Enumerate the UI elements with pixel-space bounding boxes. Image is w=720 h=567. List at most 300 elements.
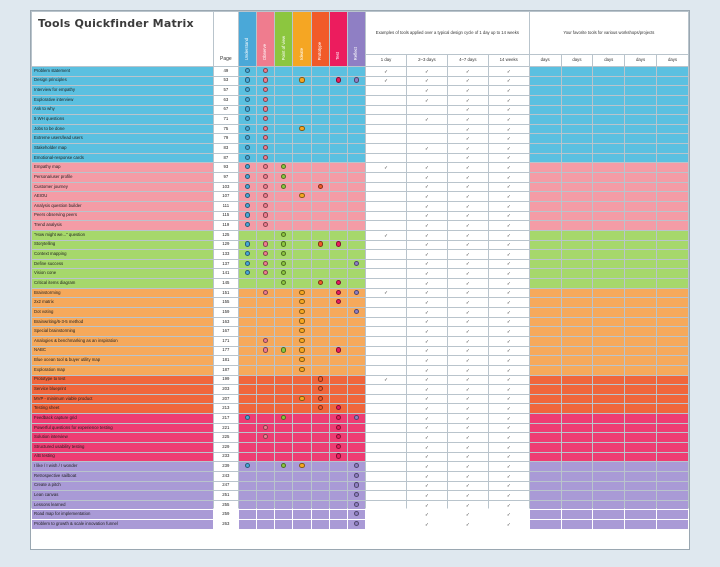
phase-cell[interactable]	[257, 134, 275, 144]
table-row[interactable]	[32, 471, 689, 481]
favorite-tool-cell[interactable]	[561, 452, 593, 462]
example-cycle-cell[interactable]: ✓	[488, 173, 529, 183]
favorite-tool-cell[interactable]	[593, 182, 625, 192]
phase-cell[interactable]	[293, 356, 311, 366]
phase-cell[interactable]	[347, 298, 365, 308]
phase-cell[interactable]	[257, 153, 275, 163]
example-cycle-cell[interactable]: ✓	[406, 510, 447, 520]
phase-cell[interactable]	[257, 288, 275, 298]
favorite-tool-cell[interactable]	[656, 269, 688, 279]
favorite-tool-cell[interactable]	[561, 230, 593, 240]
example-cycle-cell[interactable]: ✓	[488, 375, 529, 385]
phase-cell[interactable]	[293, 385, 311, 395]
favorite-tool-cell[interactable]	[529, 173, 561, 183]
example-cycle-cell[interactable]: ✓	[488, 144, 529, 154]
phase-cell[interactable]	[311, 163, 329, 173]
phase-cell[interactable]	[257, 327, 275, 337]
phase-cell[interactable]	[238, 298, 256, 308]
favorite-tool-cell[interactable]	[593, 423, 625, 433]
phase-cell[interactable]	[329, 269, 347, 279]
example-cycle-cell[interactable]: ✓	[366, 76, 407, 86]
table-row[interactable]	[32, 250, 689, 260]
example-cycle-cell[interactable]: ✓	[488, 471, 529, 481]
phase-cell[interactable]	[329, 336, 347, 346]
favorite-tool-cell[interactable]	[593, 308, 625, 318]
table-row[interactable]	[32, 520, 689, 530]
favorite-tool-cell[interactable]	[561, 95, 593, 105]
phase-cell[interactable]	[293, 491, 311, 501]
example-cycle-cell[interactable]: ✓	[447, 269, 488, 279]
phase-cell[interactable]	[347, 288, 365, 298]
favorite-tool-cell[interactable]	[593, 385, 625, 395]
favorite-tool-cell[interactable]	[593, 134, 625, 144]
favorite-tool-cell[interactable]	[656, 221, 688, 231]
example-cycle-cell[interactable]: ✓	[447, 317, 488, 327]
favorite-tool-cell[interactable]	[561, 134, 593, 144]
phase-cell[interactable]	[347, 404, 365, 414]
example-cycle-cell[interactable]: ✓	[488, 240, 529, 250]
example-cycle-cell[interactable]: ✓	[488, 192, 529, 202]
phase-cell[interactable]	[238, 452, 256, 462]
favorite-tool-cell[interactable]	[529, 308, 561, 318]
example-cycle-cell[interactable]: ✓	[406, 452, 447, 462]
favorite-tool-cell[interactable]	[593, 279, 625, 289]
favorite-tool-cell[interactable]	[625, 144, 657, 154]
phase-cell[interactable]	[311, 520, 329, 530]
phase-cell[interactable]	[238, 134, 256, 144]
favorite-tool-cell[interactable]	[529, 86, 561, 96]
favorite-tool-cell[interactable]	[656, 163, 688, 173]
phase-cell[interactable]	[238, 394, 256, 404]
phase-cell[interactable]	[238, 336, 256, 346]
phase-cell[interactable]	[329, 221, 347, 231]
table-row[interactable]	[32, 221, 689, 231]
example-cycle-cell[interactable]: ✓	[447, 221, 488, 231]
favorite-tool-cell[interactable]	[625, 491, 657, 501]
favorite-tool-cell[interactable]	[656, 153, 688, 163]
example-cycle-cell[interactable]: ✓	[488, 336, 529, 346]
favorite-tool-cell[interactable]	[656, 365, 688, 375]
favorite-tool-cell[interactable]	[529, 317, 561, 327]
example-cycle-cell[interactable]: ✓	[406, 491, 447, 501]
table-row[interactable]	[32, 124, 689, 134]
favorite-tool-cell[interactable]	[625, 67, 657, 77]
phase-cell[interactable]	[329, 240, 347, 250]
favorite-tool-cell[interactable]	[625, 240, 657, 250]
phase-cell[interactable]	[347, 491, 365, 501]
example-cycle-cell[interactable]	[366, 423, 407, 433]
phase-cell[interactable]	[329, 173, 347, 183]
phase-cell[interactable]	[311, 269, 329, 279]
phase-cell[interactable]	[329, 481, 347, 491]
favorite-tool-cell[interactable]	[529, 471, 561, 481]
favorite-tool-cell[interactable]	[593, 67, 625, 77]
phase-cell[interactable]	[275, 250, 293, 260]
example-cycle-cell[interactable]	[366, 269, 407, 279]
favorite-tool-cell[interactable]	[593, 95, 625, 105]
example-cycle-cell[interactable]	[366, 404, 407, 414]
phase-cell[interactable]	[347, 250, 365, 260]
phase-cell[interactable]	[293, 327, 311, 337]
phase-cell[interactable]	[257, 336, 275, 346]
table-row[interactable]	[32, 346, 689, 356]
phase-cell[interactable]	[293, 269, 311, 279]
example-cycle-cell[interactable]: ✓	[447, 346, 488, 356]
phase-cell[interactable]	[257, 269, 275, 279]
favorite-tool-cell[interactable]	[656, 452, 688, 462]
phase-cell[interactable]	[275, 491, 293, 501]
phase-cell[interactable]	[275, 346, 293, 356]
favorite-tool-cell[interactable]	[656, 105, 688, 115]
phase-cell[interactable]	[275, 279, 293, 289]
favorite-tool-cell[interactable]	[625, 394, 657, 404]
favorite-tool-cell[interactable]	[625, 385, 657, 395]
phase-cell[interactable]	[311, 279, 329, 289]
example-cycle-cell[interactable]: ✓	[406, 250, 447, 260]
example-cycle-cell[interactable]: ✓	[406, 95, 447, 105]
favorite-tool-cell[interactable]	[625, 201, 657, 211]
table-row[interactable]	[32, 336, 689, 346]
phase-cell[interactable]	[311, 356, 329, 366]
favorite-tool-cell[interactable]	[625, 221, 657, 231]
phase-cell[interactable]	[257, 95, 275, 105]
phase-cell[interactable]	[293, 173, 311, 183]
favorite-tool-cell[interactable]	[625, 510, 657, 520]
phase-cell[interactable]	[347, 327, 365, 337]
example-cycle-cell[interactable]: ✓	[447, 240, 488, 250]
phase-cell[interactable]	[275, 211, 293, 221]
example-cycle-cell[interactable]: ✓	[488, 308, 529, 318]
phase-cell[interactable]	[238, 510, 256, 520]
favorite-tool-cell[interactable]	[625, 452, 657, 462]
favorite-tool-cell[interactable]	[625, 365, 657, 375]
phase-cell[interactable]	[347, 336, 365, 346]
example-cycle-cell[interactable]: ✓	[406, 173, 447, 183]
favorite-tool-cell[interactable]	[529, 211, 561, 221]
favorite-tool-cell[interactable]	[625, 423, 657, 433]
phase-cell[interactable]	[347, 182, 365, 192]
table-row[interactable]	[32, 201, 689, 211]
favorite-tool-cell[interactable]	[625, 414, 657, 424]
phase-cell[interactable]	[311, 442, 329, 452]
favorite-tool-cell[interactable]	[593, 452, 625, 462]
example-cycle-cell[interactable]: ✓	[447, 491, 488, 501]
favorite-tool-cell[interactable]	[656, 115, 688, 125]
phase-cell[interactable]	[238, 115, 256, 125]
phase-cell[interactable]	[347, 163, 365, 173]
favorite-tool-cell[interactable]	[625, 76, 657, 86]
phase-cell[interactable]	[347, 269, 365, 279]
favorite-tool-cell[interactable]	[656, 95, 688, 105]
phase-cell[interactable]	[257, 230, 275, 240]
example-cycle-cell[interactable]: ✓	[447, 375, 488, 385]
phase-cell[interactable]	[257, 462, 275, 472]
favorite-tool-cell[interactable]	[625, 192, 657, 202]
phase-cell[interactable]	[293, 115, 311, 125]
phase-cell[interactable]	[293, 153, 311, 163]
favorite-tool-cell[interactable]	[656, 346, 688, 356]
favorite-tool-cell[interactable]	[625, 269, 657, 279]
favorite-tool-cell[interactable]	[656, 500, 688, 510]
phase-cell[interactable]	[275, 201, 293, 211]
favorite-tool-cell[interactable]	[593, 471, 625, 481]
example-cycle-cell[interactable]: ✓	[406, 298, 447, 308]
phase-cell[interactable]	[311, 240, 329, 250]
phase-cell[interactable]	[347, 510, 365, 520]
example-cycle-cell[interactable]: ✓	[488, 481, 529, 491]
example-cycle-cell[interactable]	[366, 86, 407, 96]
phase-cell[interactable]	[329, 95, 347, 105]
example-cycle-cell[interactable]: ✓	[406, 201, 447, 211]
phase-cell[interactable]	[293, 144, 311, 154]
example-cycle-cell[interactable]: ✓	[447, 394, 488, 404]
phase-cell[interactable]	[275, 471, 293, 481]
favorite-tool-cell[interactable]	[561, 481, 593, 491]
phase-cell[interactable]	[347, 134, 365, 144]
favorite-tool-cell[interactable]	[561, 442, 593, 452]
favorite-tool-cell[interactable]	[593, 153, 625, 163]
example-cycle-cell[interactable]: ✓	[406, 462, 447, 472]
example-cycle-cell[interactable]: ✓	[447, 365, 488, 375]
favorite-tool-cell[interactable]	[656, 394, 688, 404]
phase-cell[interactable]	[329, 385, 347, 395]
favorite-tool-cell[interactable]	[593, 221, 625, 231]
phase-cell[interactable]	[347, 481, 365, 491]
phase-cell[interactable]	[238, 481, 256, 491]
phase-cell[interactable]	[275, 95, 293, 105]
favorite-tool-cell[interactable]	[561, 288, 593, 298]
phase-cell[interactable]	[275, 500, 293, 510]
phase-cell[interactable]	[311, 192, 329, 202]
phase-cell[interactable]	[257, 124, 275, 134]
example-cycle-cell[interactable]: ✓	[447, 192, 488, 202]
phase-cell[interactable]	[347, 365, 365, 375]
favorite-tool-cell[interactable]	[625, 173, 657, 183]
table-row[interactable]	[32, 308, 689, 318]
phase-cell[interactable]	[293, 500, 311, 510]
phase-cell[interactable]	[347, 230, 365, 240]
phase-cell[interactable]	[293, 317, 311, 327]
example-cycle-cell[interactable]: ✓	[488, 510, 529, 520]
table-row[interactable]	[32, 385, 689, 395]
example-cycle-cell[interactable]: ✓	[447, 124, 488, 134]
phase-cell[interactable]	[329, 163, 347, 173]
favorite-tool-cell[interactable]	[561, 346, 593, 356]
phase-cell[interactable]	[311, 327, 329, 337]
phase-cell[interactable]	[257, 491, 275, 501]
phase-cell[interactable]	[275, 105, 293, 115]
phase-cell[interactable]	[329, 491, 347, 501]
table-row[interactable]	[32, 192, 689, 202]
favorite-tool-cell[interactable]	[561, 279, 593, 289]
phase-cell[interactable]	[257, 356, 275, 366]
phase-cell[interactable]	[238, 365, 256, 375]
favorite-tool-cell[interactable]	[625, 163, 657, 173]
phase-cell[interactable]	[275, 481, 293, 491]
phase-cell[interactable]	[257, 259, 275, 269]
favorite-tool-cell[interactable]	[625, 298, 657, 308]
table-row[interactable]	[32, 173, 689, 183]
phase-cell[interactable]	[329, 182, 347, 192]
example-cycle-cell[interactable]: ✓	[447, 67, 488, 77]
favorite-tool-cell[interactable]	[625, 259, 657, 269]
phase-cell[interactable]	[311, 414, 329, 424]
phase-cell[interactable]	[257, 67, 275, 77]
favorite-tool-cell[interactable]	[561, 115, 593, 125]
example-cycle-cell[interactable]: ✓	[488, 230, 529, 240]
example-cycle-cell[interactable]	[366, 240, 407, 250]
phase-cell[interactable]	[293, 67, 311, 77]
example-cycle-cell[interactable]: ✓	[447, 211, 488, 221]
phase-cell[interactable]	[311, 211, 329, 221]
favorite-tool-cell[interactable]	[529, 230, 561, 240]
example-cycle-cell[interactable]: ✓	[488, 394, 529, 404]
favorite-tool-cell[interactable]	[561, 144, 593, 154]
favorite-tool-cell[interactable]	[656, 356, 688, 366]
phase-cell[interactable]	[329, 394, 347, 404]
phase-cell[interactable]	[293, 192, 311, 202]
example-cycle-cell[interactable]: ✓	[447, 153, 488, 163]
favorite-tool-cell[interactable]	[593, 144, 625, 154]
favorite-tool-cell[interactable]	[625, 346, 657, 356]
favorite-tool-cell[interactable]	[593, 173, 625, 183]
example-cycle-cell[interactable]: ✓	[406, 192, 447, 202]
phase-cell[interactable]	[238, 105, 256, 115]
favorite-tool-cell[interactable]	[593, 375, 625, 385]
favorite-tool-cell[interactable]	[625, 279, 657, 289]
example-cycle-cell[interactable]: ✓	[366, 375, 407, 385]
table-row[interactable]	[32, 105, 689, 115]
phase-cell[interactable]	[238, 230, 256, 240]
phase-cell[interactable]	[329, 115, 347, 125]
favorite-tool-cell[interactable]	[561, 394, 593, 404]
example-cycle-cell[interactable]	[366, 520, 407, 530]
phase-cell[interactable]	[329, 356, 347, 366]
favorite-tool-cell[interactable]	[593, 356, 625, 366]
example-cycle-cell[interactable]: ✓	[447, 298, 488, 308]
phase-cell[interactable]	[347, 356, 365, 366]
phase-cell[interactable]	[275, 442, 293, 452]
favorite-tool-cell[interactable]	[593, 500, 625, 510]
table-row[interactable]	[32, 365, 689, 375]
phase-cell[interactable]	[329, 144, 347, 154]
favorite-tool-cell[interactable]	[625, 105, 657, 115]
table-row[interactable]	[32, 259, 689, 269]
favorite-tool-cell[interactable]	[593, 230, 625, 240]
example-cycle-cell[interactable]	[366, 394, 407, 404]
favorite-tool-cell[interactable]	[529, 134, 561, 144]
favorite-tool-cell[interactable]	[529, 269, 561, 279]
example-cycle-cell[interactable]	[366, 327, 407, 337]
example-cycle-cell[interactable]: ✓	[447, 182, 488, 192]
phase-cell[interactable]	[275, 288, 293, 298]
phase-cell[interactable]	[275, 365, 293, 375]
favorite-tool-cell[interactable]	[529, 500, 561, 510]
phase-cell[interactable]	[257, 76, 275, 86]
favorite-tool-cell[interactable]	[593, 491, 625, 501]
example-cycle-cell[interactable]	[366, 279, 407, 289]
example-cycle-cell[interactable]	[366, 471, 407, 481]
example-cycle-cell[interactable]	[366, 105, 407, 115]
favorite-tool-cell[interactable]	[593, 346, 625, 356]
phase-cell[interactable]	[293, 86, 311, 96]
phase-cell[interactable]	[329, 317, 347, 327]
favorite-tool-cell[interactable]	[625, 115, 657, 125]
example-cycle-cell[interactable]	[366, 336, 407, 346]
phase-cell[interactable]	[347, 259, 365, 269]
phase-cell[interactable]	[329, 462, 347, 472]
example-cycle-cell[interactable]: ✓	[488, 76, 529, 86]
phase-cell[interactable]	[275, 192, 293, 202]
favorite-tool-cell[interactable]	[529, 375, 561, 385]
phase-cell[interactable]	[347, 67, 365, 77]
phase-cell[interactable]	[329, 346, 347, 356]
example-cycle-cell[interactable]: ✓	[447, 423, 488, 433]
favorite-tool-cell[interactable]	[656, 76, 688, 86]
phase-cell[interactable]	[311, 124, 329, 134]
phase-cell[interactable]	[311, 250, 329, 260]
favorite-tool-cell[interactable]	[529, 201, 561, 211]
phase-cell[interactable]	[311, 308, 329, 318]
example-cycle-cell[interactable]: ✓	[406, 356, 447, 366]
phase-cell[interactable]	[347, 76, 365, 86]
phase-cell[interactable]	[329, 192, 347, 202]
favorite-tool-cell[interactable]	[561, 259, 593, 269]
favorite-tool-cell[interactable]	[656, 510, 688, 520]
phase-cell[interactable]	[311, 288, 329, 298]
phase-cell[interactable]	[329, 375, 347, 385]
phase-cell[interactable]	[238, 182, 256, 192]
favorite-tool-cell[interactable]	[625, 86, 657, 96]
phase-cell[interactable]	[347, 423, 365, 433]
favorite-tool-cell[interactable]	[656, 471, 688, 481]
phase-cell[interactable]	[275, 404, 293, 414]
phase-cell[interactable]	[257, 500, 275, 510]
favorite-tool-cell[interactable]	[656, 230, 688, 240]
example-cycle-cell[interactable]	[366, 462, 407, 472]
example-cycle-cell[interactable]	[366, 510, 407, 520]
example-cycle-cell[interactable]: ✓	[488, 115, 529, 125]
phase-cell[interactable]	[238, 462, 256, 472]
phase-cell[interactable]	[238, 327, 256, 337]
phase-cell[interactable]	[238, 240, 256, 250]
example-cycle-cell[interactable]: ✓	[488, 163, 529, 173]
phase-cell[interactable]	[329, 211, 347, 221]
example-cycle-cell[interactable]: ✓	[447, 471, 488, 481]
phase-cell[interactable]	[329, 327, 347, 337]
table-row[interactable]	[32, 182, 689, 192]
favorite-tool-cell[interactable]	[593, 433, 625, 443]
phase-cell[interactable]	[238, 192, 256, 202]
phase-cell[interactable]	[293, 250, 311, 260]
example-cycle-cell[interactable]: ✓	[488, 67, 529, 77]
favorite-tool-cell[interactable]	[625, 520, 657, 530]
phase-cell[interactable]	[311, 317, 329, 327]
favorite-tool-cell[interactable]	[529, 394, 561, 404]
favorite-tool-cell[interactable]	[561, 105, 593, 115]
favorite-tool-cell[interactable]	[529, 423, 561, 433]
example-cycle-cell[interactable]: ✓	[488, 105, 529, 115]
example-cycle-cell[interactable]: ✓	[406, 269, 447, 279]
phase-cell[interactable]	[257, 163, 275, 173]
phase-cell[interactable]	[329, 259, 347, 269]
phase-cell[interactable]	[347, 414, 365, 424]
favorite-tool-cell[interactable]	[593, 240, 625, 250]
example-cycle-cell[interactable]: ✓	[488, 327, 529, 337]
favorite-tool-cell[interactable]	[593, 336, 625, 346]
phase-cell[interactable]	[329, 500, 347, 510]
table-row[interactable]	[32, 134, 689, 144]
